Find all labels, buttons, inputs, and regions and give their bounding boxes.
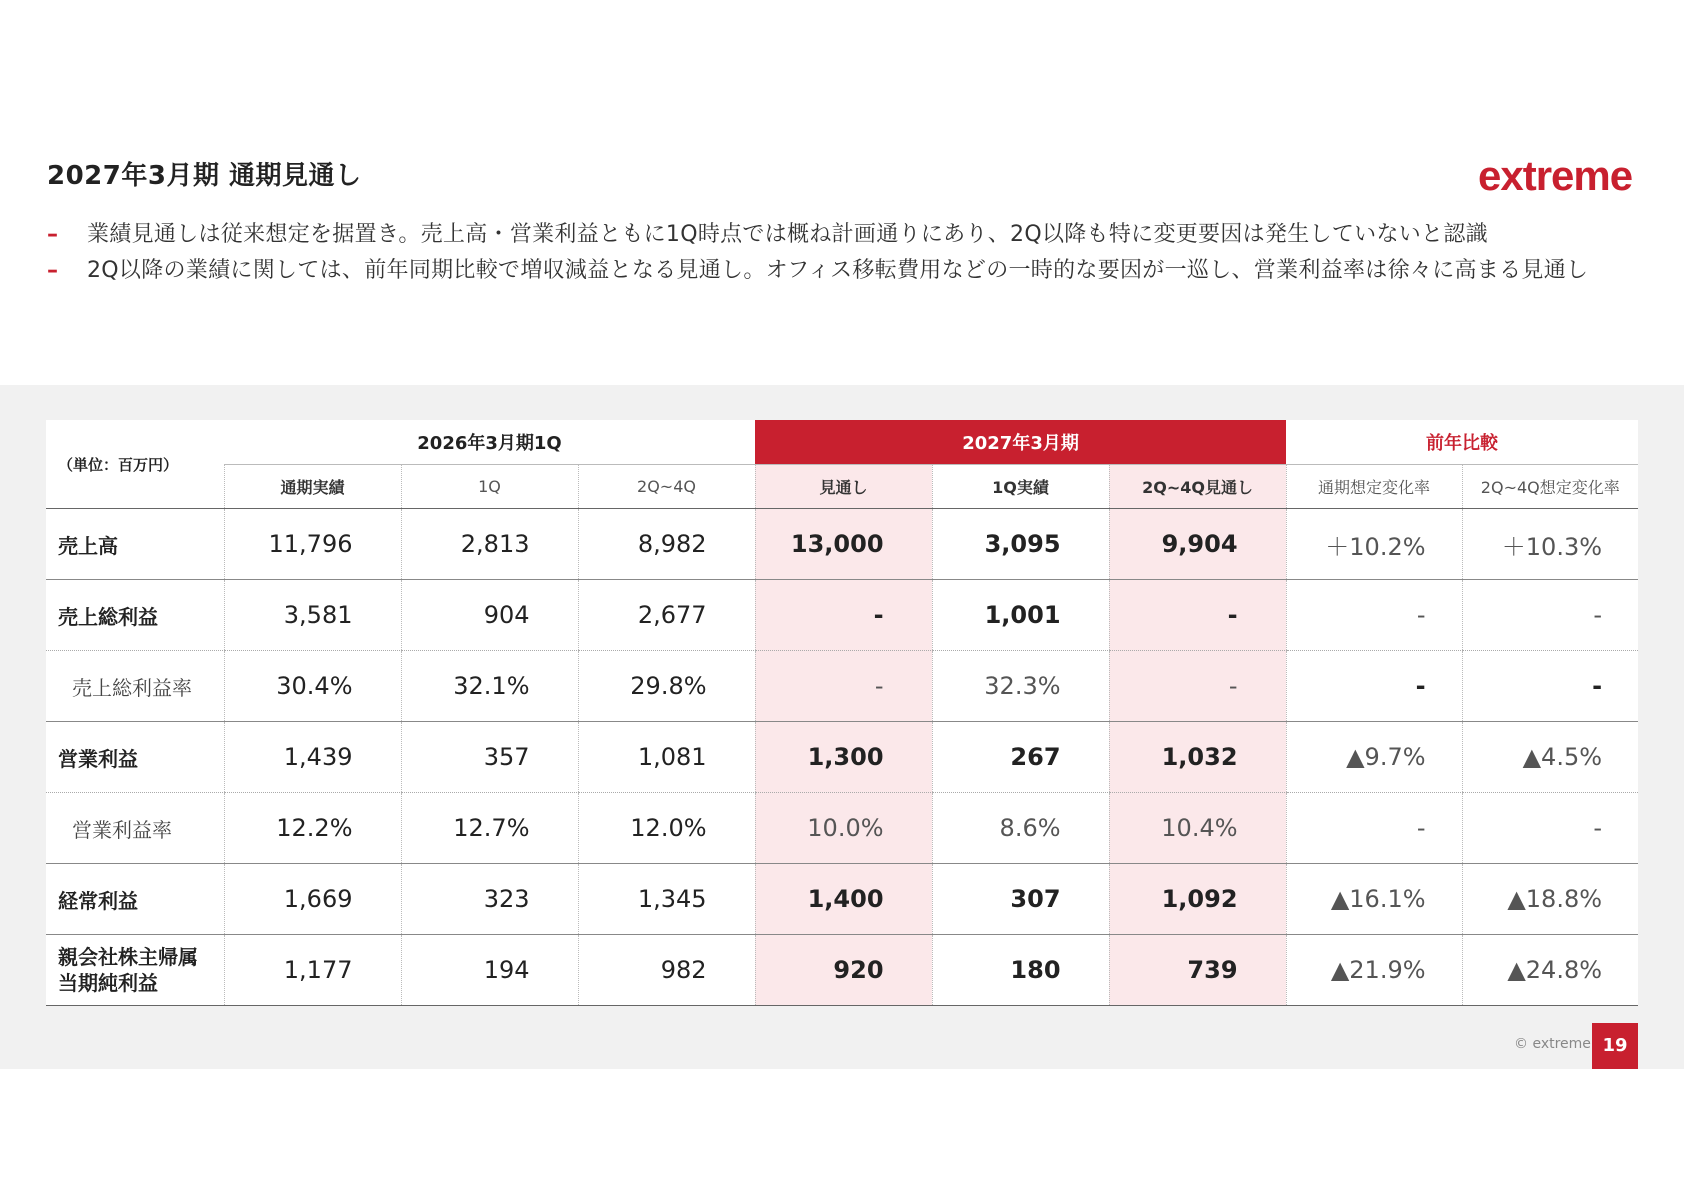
- table-cell: 1,081: [578, 722, 755, 793]
- table-cell: 739: [1109, 935, 1286, 1006]
- row-label: [46, 935, 224, 1006]
- table-row: [46, 580, 1638, 651]
- table-cell: ▲18.8%: [1462, 864, 1638, 935]
- table-cell: 13,000: [755, 509, 932, 580]
- table-cell: 10.0%: [755, 793, 932, 864]
- table-cell: ▲4.5%: [1462, 722, 1638, 793]
- table-cell: 904: [401, 580, 578, 651]
- bullet-list: [47, 218, 1647, 290]
- col-header: 2Q~4Q見通し: [1109, 465, 1286, 509]
- logo-text: extreme: [1478, 152, 1633, 199]
- table-cell: 2,677: [578, 580, 755, 651]
- table-cell: -: [1286, 651, 1462, 722]
- table-cell: 11,796: [224, 509, 401, 580]
- table-cell: ＋10.2%: [1286, 509, 1462, 580]
- table-cell: 1,439: [224, 722, 401, 793]
- table-cell: 12.0%: [578, 793, 755, 864]
- table-cell: 323: [401, 864, 578, 935]
- table-cell: ＋10.3%: [1462, 509, 1638, 580]
- table-cell: 32.1%: [401, 651, 578, 722]
- table-row: [46, 722, 1638, 793]
- fy27-group-header: 2027年3月期: [755, 420, 1286, 465]
- row-label: 営業利益率: [46, 793, 224, 864]
- table-cell: 357: [401, 722, 578, 793]
- bullet-marker: –: [47, 258, 59, 283]
- table-cell: 982: [578, 935, 755, 1006]
- table-cell: 29.8%: [578, 651, 755, 722]
- table-cell: -: [1462, 793, 1638, 864]
- table-cell: 307: [932, 864, 1109, 935]
- row-label: 営業利益: [46, 722, 224, 793]
- row-label-line: 当期純利益: [58, 971, 158, 995]
- table-cell: ▲24.8%: [1462, 935, 1638, 1006]
- bullet-item: [47, 254, 1647, 288]
- table-cell: -: [755, 651, 932, 722]
- table-row: [46, 793, 1638, 864]
- col-header: 2Q~4Q想定変化率: [1462, 465, 1638, 509]
- table-cell: -: [1109, 580, 1286, 651]
- forecast-table: [46, 420, 1638, 1006]
- group-header-row: [46, 420, 1638, 465]
- table-cell: 180: [932, 935, 1109, 1006]
- table-row: [46, 864, 1638, 935]
- table-cell: 194: [401, 935, 578, 1006]
- row-label: 売上総利益: [46, 580, 224, 651]
- table-cell: 9,904: [1109, 509, 1286, 580]
- table-cell: -: [1462, 651, 1638, 722]
- table-cell: 8.6%: [932, 793, 1109, 864]
- col-header: 通期実績: [224, 465, 401, 509]
- unit-label: （単位：百万円）: [46, 420, 224, 509]
- page-title: 2027年3月期 通期見通し: [47, 161, 362, 191]
- sub-header-row: [46, 465, 1638, 509]
- table-cell: 1,032: [1109, 722, 1286, 793]
- table-cell: ▲16.1%: [1286, 864, 1462, 935]
- table-cell: 2,813: [401, 509, 578, 580]
- table-cell: ▲9.7%: [1286, 722, 1462, 793]
- row-label: 売上高: [46, 509, 224, 580]
- table-cell: ▲21.9%: [1286, 935, 1462, 1006]
- copyright-text: © extreme: [1514, 1036, 1591, 1052]
- table-cell: 32.3%: [932, 651, 1109, 722]
- table-cell: 12.2%: [224, 793, 401, 864]
- col-header: 1Q実績: [932, 465, 1109, 509]
- table-cell: 1,345: [578, 864, 755, 935]
- table-cell: 3,581: [224, 580, 401, 651]
- fy26-group-header: 2026年3月期1Q: [224, 420, 755, 465]
- table-cell: -: [1109, 651, 1286, 722]
- row-label: 売上総利益率: [46, 651, 224, 722]
- row-label-line: 親会社株主帰属: [58, 945, 198, 969]
- table-cell: 1,001: [932, 580, 1109, 651]
- table-cell: 920: [755, 935, 932, 1006]
- table-cell: -: [1286, 793, 1462, 864]
- table-cell: -: [1286, 580, 1462, 651]
- col-header: 1Q: [401, 465, 578, 509]
- extreme-logo: [1478, 152, 1640, 200]
- bullet-text: 2Q以降の業績に関しては、前年同期比較で増収減益となる見通し。オフィス移転費用などの一時的な要因が一巡し、営業利益率は徐々に高まる見通し: [87, 258, 1589, 283]
- table-cell: 12.7%: [401, 793, 578, 864]
- col-header: 2Q~4Q: [578, 465, 755, 509]
- table-cell: 1,400: [755, 864, 932, 935]
- bullet-text: 業績見通しは従来想定を据置き。売上高・営業利益ともに1Q時点では概ね計画通りにあり、2Q以降も特に変更要因は発生していないと認識: [87, 222, 1488, 247]
- page-number: 19: [1592, 1023, 1638, 1069]
- table-cell: 10.4%: [1109, 793, 1286, 864]
- table-cell: 1,669: [224, 864, 401, 935]
- yoy-group-header: 前年比較: [1286, 420, 1638, 465]
- table-cell: -: [1462, 580, 1638, 651]
- row-label: 経常利益: [46, 864, 224, 935]
- table-row: [46, 509, 1638, 580]
- table-row: [46, 935, 1638, 1006]
- bullet-item: [47, 218, 1647, 252]
- table-cell: 1,177: [224, 935, 401, 1006]
- table-cell: 1,300: [755, 722, 932, 793]
- table-cell: 1,092: [1109, 864, 1286, 935]
- col-header: 見通し: [755, 465, 932, 509]
- col-header: 通期想定変化率: [1286, 465, 1462, 509]
- table-cell: -: [755, 580, 932, 651]
- table-cell: 267: [932, 722, 1109, 793]
- table-cell: 8,982: [578, 509, 755, 580]
- table-cell: 30.4%: [224, 651, 401, 722]
- table-row: [46, 651, 1638, 722]
- bullet-marker: –: [47, 222, 59, 247]
- table-cell: 3,095: [932, 509, 1109, 580]
